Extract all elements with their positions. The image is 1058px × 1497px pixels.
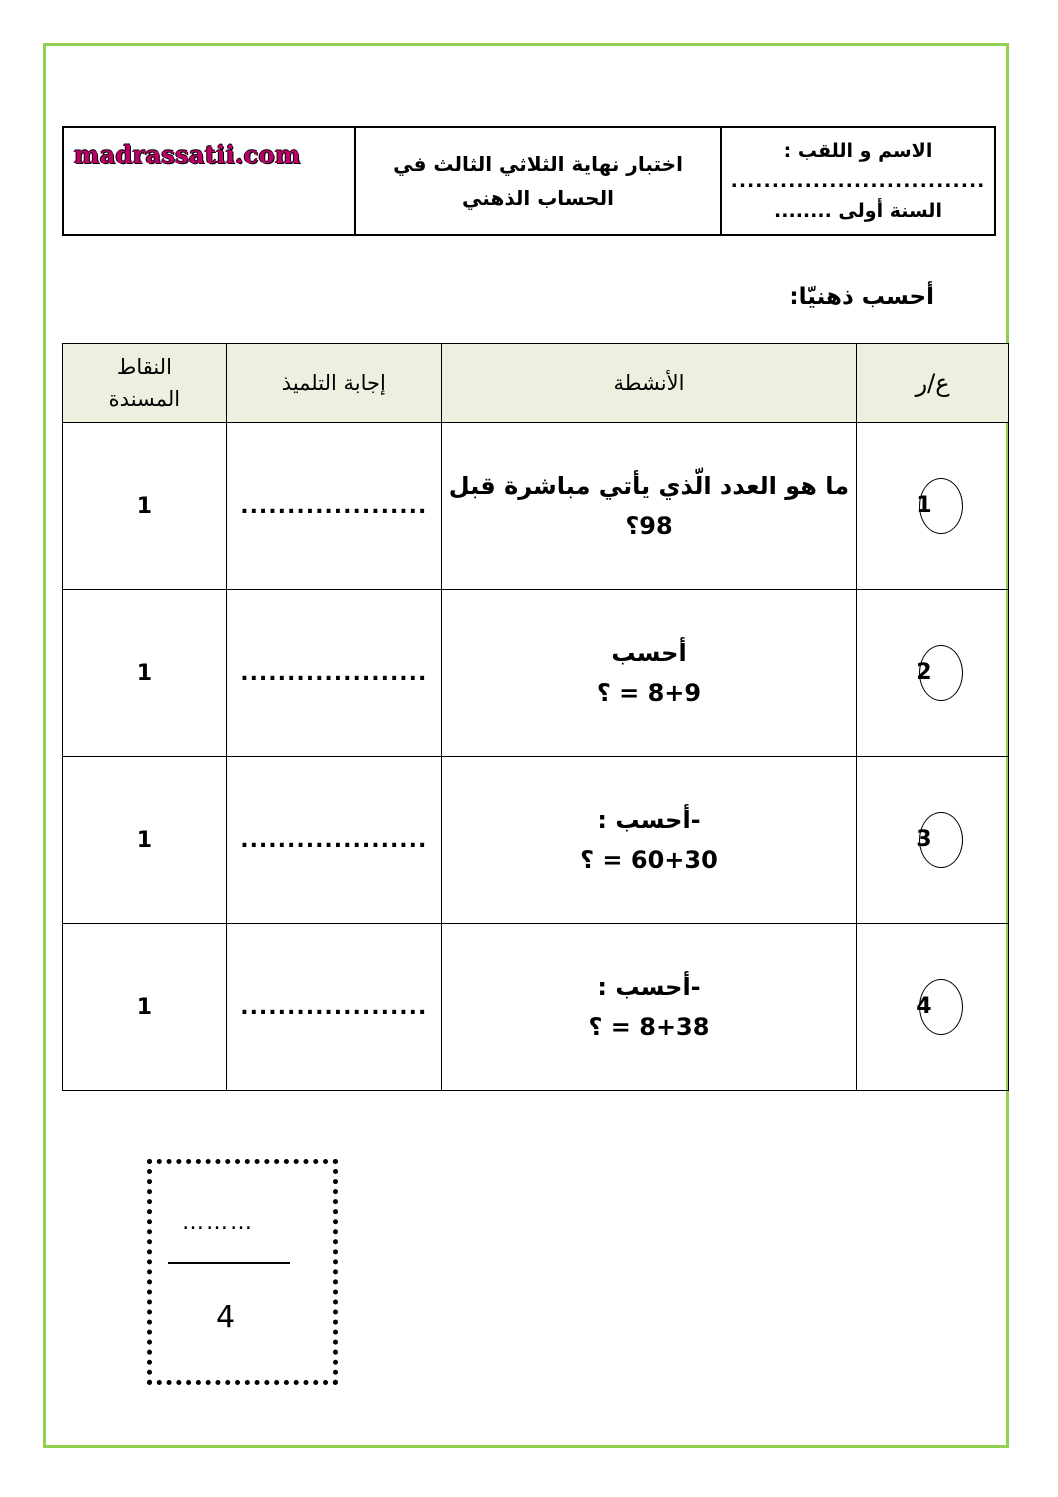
site-logo: madrassatii.com: [74, 140, 301, 169]
activity-cell: [441, 590, 856, 757]
header-answer: إجابة التلميذ: [226, 344, 441, 423]
activity-cell: [441, 423, 856, 590]
activity-line1: أحسب: [611, 639, 687, 667]
row-points: 1: [63, 423, 227, 590]
header-activities: الأنشطة: [441, 344, 856, 423]
row-number: 4: [916, 994, 932, 1019]
logo-cell: [64, 128, 356, 234]
name-label: الاسم و اللقب :: [783, 140, 933, 162]
fraction-line: [168, 1262, 290, 1264]
activity-cell: [441, 924, 856, 1091]
answer-field[interactable]: ....................: [226, 590, 441, 757]
header-points-line2: المسندة: [108, 387, 181, 411]
name-field[interactable]: ...............................: [730, 170, 986, 192]
header-table: [62, 126, 996, 236]
instruction-text: أحسب ذهنيّا:: [789, 284, 934, 310]
table-row: [63, 423, 1009, 590]
activities-table: [62, 343, 1009, 1091]
number-cell: [857, 423, 1009, 590]
number-cell: [857, 590, 1009, 757]
row-points: 1: [63, 924, 227, 1091]
answer-field[interactable]: ....................: [226, 423, 441, 590]
activity-line1: -أحسب :: [597, 973, 701, 1001]
score-box: [147, 1159, 338, 1385]
activity-cell: [441, 757, 856, 924]
activity-line2: 8+38 = ؟: [588, 1013, 710, 1041]
row-number: 1: [916, 493, 932, 518]
table-row: [63, 590, 1009, 757]
table-header-row: [63, 344, 1009, 423]
header-points: [63, 344, 227, 423]
activity-line1: ما هو العدد الّذي يأتي مباشرة قبل: [448, 472, 850, 500]
exam-title-line2: الحساب الذهني: [462, 186, 614, 210]
year-label: السنة أولى ........: [774, 200, 942, 222]
number-circle: [916, 645, 963, 701]
number-cell: [857, 924, 1009, 1091]
score-field[interactable]: ………: [182, 1210, 254, 1235]
header-number: ع/ر: [857, 344, 1009, 423]
number-circle: [916, 812, 963, 868]
row-points: 1: [63, 757, 227, 924]
activity-line2: 98؟: [625, 512, 673, 540]
activity-line2: 8+9 = ؟: [596, 679, 702, 707]
exam-title-line1: اختبار نهاية الثلاثي الثالث في: [393, 152, 683, 176]
answer-field[interactable]: ....................: [226, 757, 441, 924]
row-points: 1: [63, 590, 227, 757]
table-row: [63, 757, 1009, 924]
number-cell: [857, 757, 1009, 924]
answer-field[interactable]: ....................: [226, 924, 441, 1091]
number-circle: [916, 979, 963, 1035]
activity-line2: 60+30 = ؟: [580, 846, 718, 874]
number-circle: [916, 478, 963, 534]
row-number: 3: [916, 827, 932, 852]
row-number: 2: [916, 660, 932, 685]
table-row: [63, 924, 1009, 1091]
header-points-line1: النقاط: [116, 355, 172, 379]
student-info-cell: [722, 128, 994, 234]
score-total: 4: [216, 1300, 236, 1335]
activity-line1: -أحسب :: [597, 806, 701, 834]
exam-title-cell: [356, 128, 722, 234]
